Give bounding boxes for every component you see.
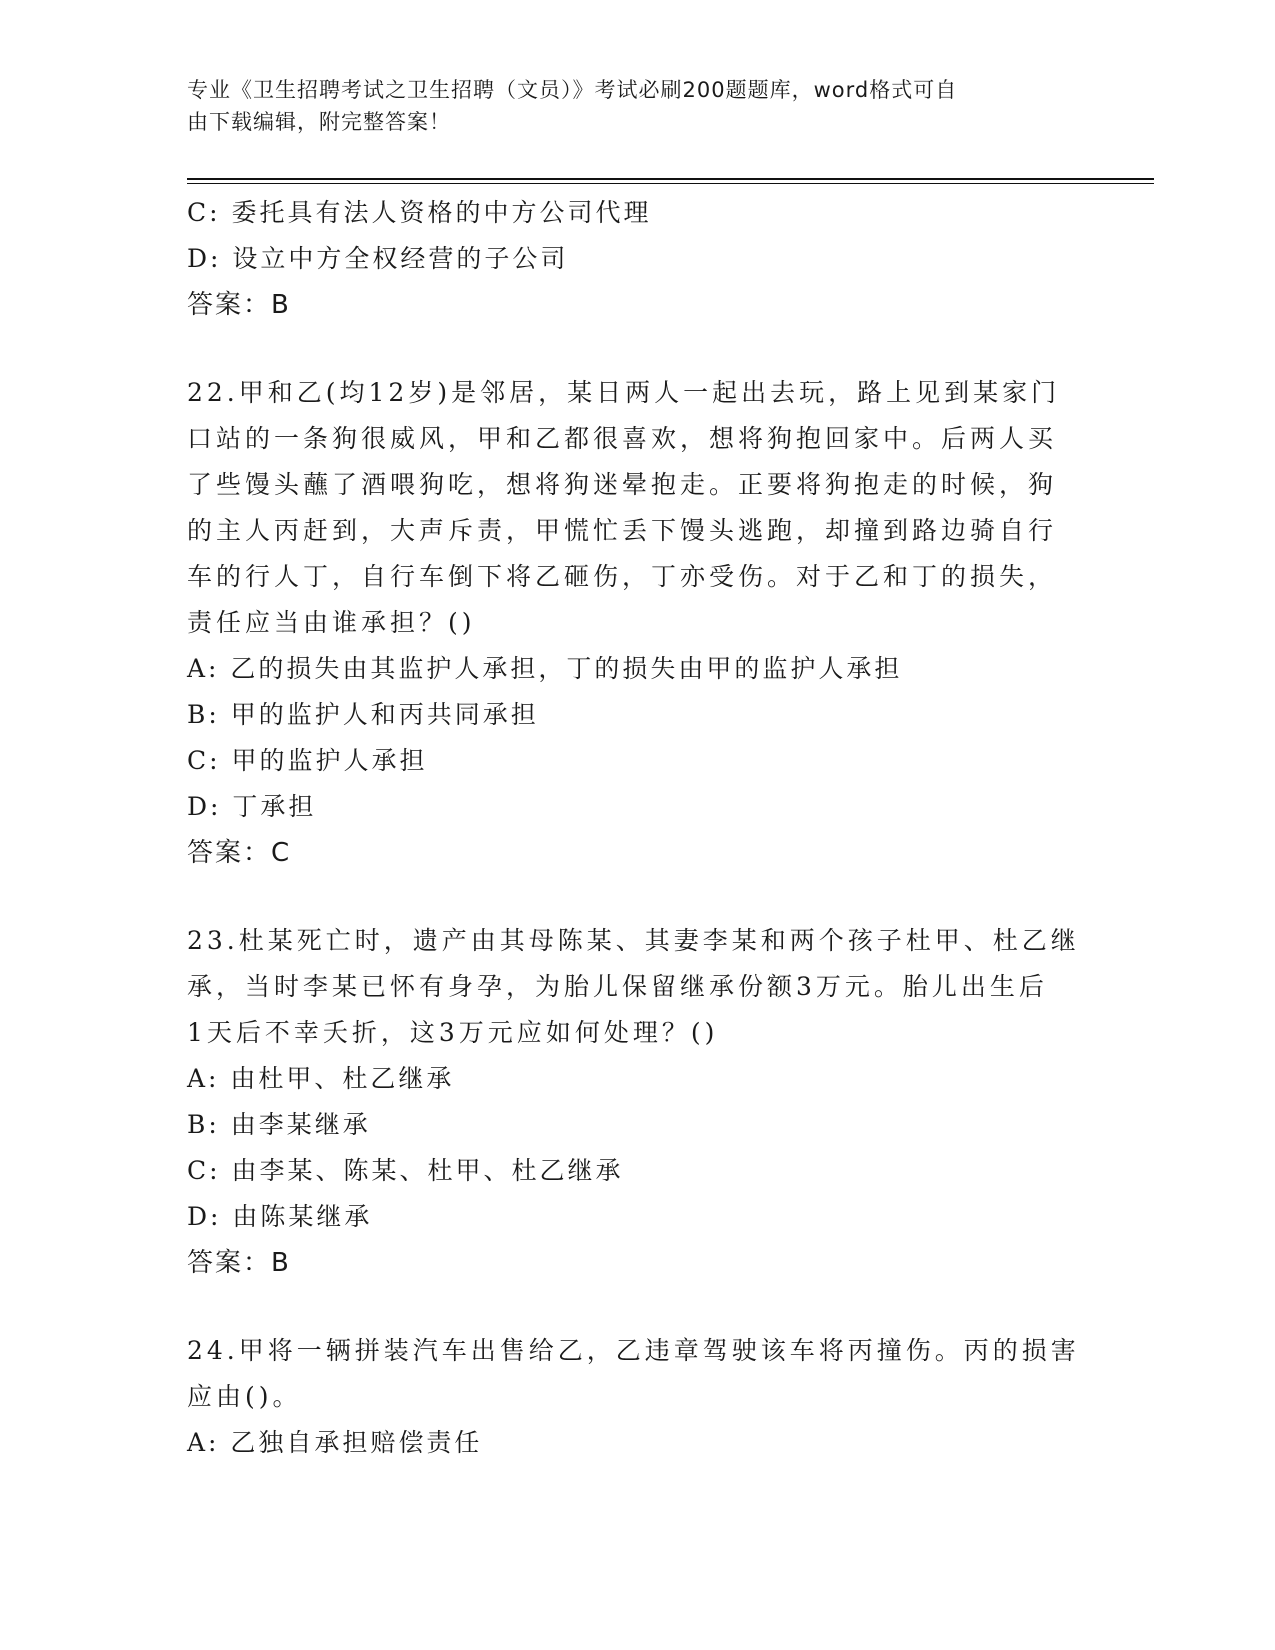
header-divider-thin — [187, 183, 1154, 184]
question-text-line: 承，当时李某已怀有身孕，为胎儿保留继承份额3万元。胎儿出生后 — [187, 972, 1048, 1001]
question-text-line: 责任应当由谁承担？() — [187, 608, 476, 637]
option-a: A: 乙的损失由其监护人承担，丁的损失由甲的监护人承担 — [187, 654, 903, 683]
option-c: C: 甲的监护人承担 — [187, 746, 428, 775]
question-text-line: 22.甲和乙(均12岁)是邻居，某日两人一起出去玩，路上见到某家门 — [187, 378, 1061, 407]
question-23 — [187, 918, 1087, 1286]
option-c: C: 由李某、陈某、杜甲、杜乙继承 — [187, 1156, 624, 1185]
question-24 — [187, 1328, 1087, 1466]
answer-line: 答案：C — [187, 838, 292, 868]
option-d: D: 设立中方全权经营的子公司 — [187, 244, 569, 273]
option-a: A: 乙独自承担赔偿责任 — [187, 1428, 483, 1457]
header-line-2: 由下载编辑，附完整答案！ — [187, 110, 451, 134]
option-d: D: 丁承担 — [187, 792, 317, 821]
answer-line: 答案：B — [187, 290, 291, 320]
question-22 — [187, 370, 1087, 876]
question-text-line: 1天后不幸夭折，这3万元应如何处理？() — [187, 1018, 719, 1047]
question-text-line: 24.甲将一辆拼装汽车出售给乙，乙违章驾驶该车将丙撞伤。丙的损害 — [187, 1336, 1080, 1365]
answer-line: 答案：B — [187, 1248, 291, 1278]
question-text-line: 应由()。 — [187, 1382, 302, 1411]
header-line-1: 专业《卫生招聘考试之卫生招聘（文员）》考试必刷200题题库，word格式可自 — [187, 78, 958, 102]
option-a: A: 由杜甲、杜乙继承 — [187, 1064, 455, 1093]
question-text-line: 23.杜某死亡时，遗产由其母陈某、其妻李某和两个孩子杜甲、杜乙继 — [187, 926, 1080, 955]
question-text-line: 的主人丙赶到，大声斥责，甲慌忙丢下馒头逃跑，却撞到路边骑自行 — [187, 516, 1058, 545]
question-text-line: 了些馒头蘸了酒喂狗吃，想将狗迷晕抱走。正要将狗抱走的时候，狗 — [187, 470, 1058, 499]
option-d: D: 由陈某继承 — [187, 1202, 373, 1231]
option-b: B: 甲的监护人和丙共同承担 — [187, 700, 539, 729]
question-text-line: 口站的一条狗很威风，甲和乙都很喜欢，想将狗抱回家中。后两人买 — [187, 424, 1058, 453]
previous-question-tail — [187, 190, 1087, 328]
document-body — [187, 190, 1087, 1466]
header-divider-thick — [187, 178, 1154, 180]
document-header — [187, 74, 1067, 138]
option-b: B: 由李某继承 — [187, 1110, 371, 1139]
option-c: C: 委托具有法人资格的中方公司代理 — [187, 198, 652, 227]
question-text-line: 车的行人丁，自行车倒下将乙砸伤，丁亦受伤。对于乙和丁的损失， — [187, 562, 1058, 591]
